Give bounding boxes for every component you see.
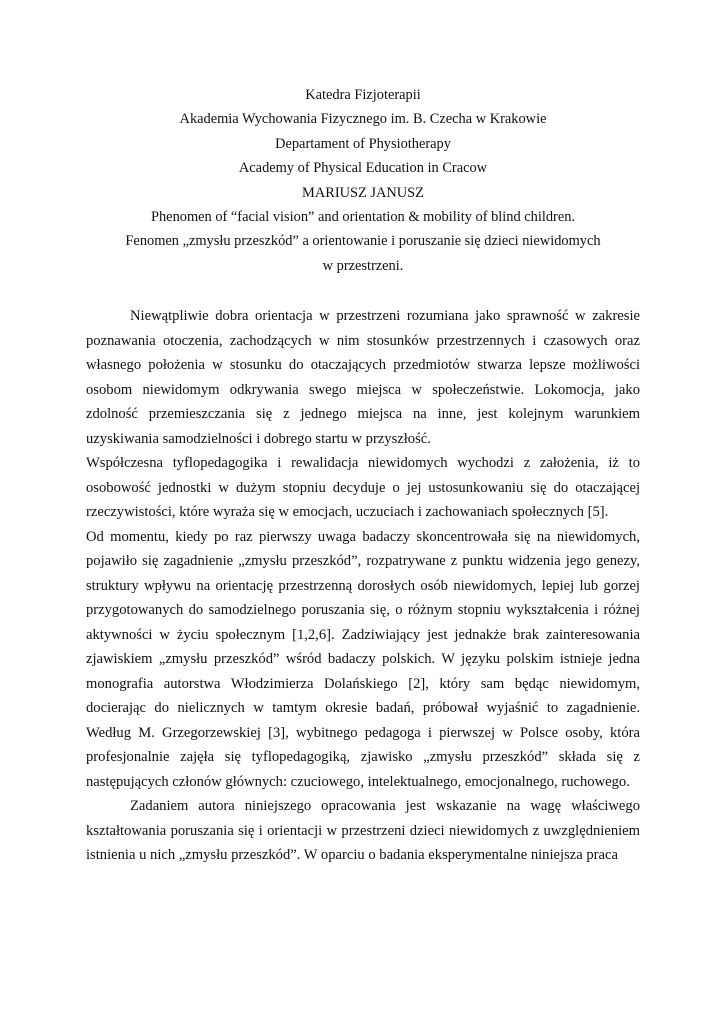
department-polish: Katedra Fizjoterapii (305, 87, 421, 103)
title-english: Phenomen of “facial vision” and orientation & mobility of blind children. (150, 209, 576, 226)
paragraph-2: Współczesna tyflopedagogika i rewalidacja niewidomych wychodzi z założenia, iż to osobowość jednostki w dużym stopniu decyduje o jej ustosunkowaniu się do otaczającej rzeczywistości, które wyraża się w emocjach, uczuciach i zachowaniach społecznych [5]. (86, 455, 640, 521)
document-page (86, 83, 640, 868)
academy-english: Academy of Physical Education in Cracow (238, 160, 488, 177)
title-polish-line-2: w przestrzeni. (322, 257, 404, 274)
document-header (86, 83, 640, 278)
academy-polish: Akademia Wychowania Fizycznego im. B. Czecha w Krakowie (179, 111, 547, 128)
title-polish-line-1: Fenomen „zmysłu przeszkód” a orientowanie i poruszanie się dzieci niewidomych (125, 233, 601, 250)
paragraph-1: Niewątpliwie dobra orientacja w przestrzeni rozumiana jako sprawność w zakresie poznawania otoczenia, zachodzących w nim stosunków przestrzennych i czasowych oraz własnego położenia w stosunku do otaczających przedmiotów stwarza lepsze możliwości osobom niewidomym odkrywania swego miejsca w społeczeństwie. Lokomocja, jako zdolność przemieszczania się z jednego miejsca na inne, jest kolejnym warunkiem uzyskiwania samodzielności i dobrego startu w przyszłość. (86, 308, 640, 447)
department-english: Departament of Physiotherapy (275, 135, 451, 152)
paragraph-4: Zadaniem autora niniejszego opracowania jest wskazanie na wagę właściwego kształtowania poruszania się i orientacji w przestrzeni dzieci niewidomych z uwzględnieniem istnienia u nich „zmysłu przeszkód”. W oparciu o badania eksperymentalne niniejsza praca (86, 798, 640, 864)
article-body (86, 304, 640, 868)
author-name: MARIUSZ JANUSZ (302, 184, 424, 201)
paragraph-3: Od momentu, kiedy po raz pierwszy uwaga badaczy skoncentrowała się na niewidomych, pojawiło się zagadnienie „zmysłu przeszkód”, rozpatrywane z punktu widzenia jego genezy, struktury wpływu na orientację przestrzenną dorosłych osób niewidomych, lepiej lub gorzej przygotowanych do samodzielnego poruszania się, o różnym stopniu wykształcenia i różnej aktywności w życiu społecznym [1,2,6]. Zadziwiający jest jednakże brak zainteresowania zjawiskiem „zmysłu przeszkód” wśród badaczy polskich. W języku polskim istnieje jedna monografia autorstwa Włodzimierza Dolańskiego [2], który sam będąc niewidomym, docierając do nielicznych w tamtym okresie badań, próbował wyjaśnić to zagadnienie. Według M. Grzegorzewskiej [3], wybitnego pedagoga i pierwszej w Polsce osoby, która profesjonalnie zajęła się tyflopedagogiką, zjawisko „zmysłu przeszkód” składa się z następujących członów głównych: czuciowego, intelektualnego, emocjonalnego, ruchowego. (86, 528, 640, 790)
